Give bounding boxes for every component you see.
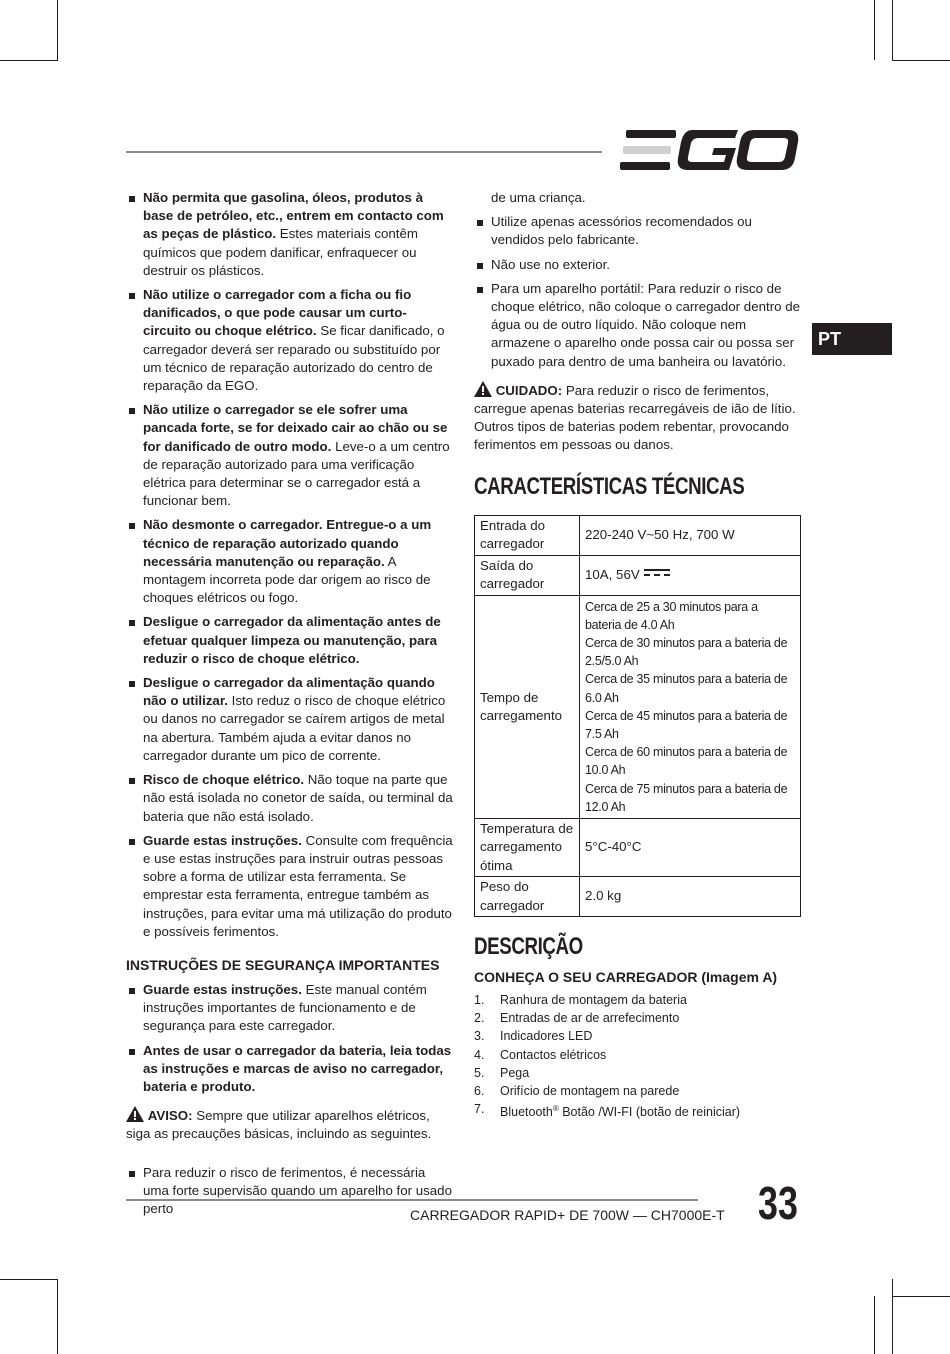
crop-mark	[892, 1279, 893, 1354]
table-cell: Peso do carregador	[475, 877, 580, 917]
list-item: Guarde estas instruções. Este manual contém instruções importantes de funcionamento e de segurança para este carregador.	[126, 981, 454, 1036]
list-item: 5. Pega	[474, 1065, 530, 1080]
table-row	[475, 819, 801, 877]
list-item: Não desmonte o carregador. Entregue-o a um técnico de reparação autorizado quando necessária manutenção ou reparação. A montagem incorreta pode dar origem ao risco de choques elétricos ou fogo.	[126, 516, 454, 607]
table-row	[475, 515, 801, 555]
list-item: 7. Bluetooth® Botão /WI-FI (botão de reiniciar)	[474, 1102, 741, 1120]
list-item: 4. Contactos elétricos	[474, 1047, 607, 1062]
list-item: 6. Orifício de montagem na parede	[474, 1084, 680, 1099]
crop-mark	[0, 1279, 58, 1280]
list-item: Desligue o carregador da alimentação antes de efetuar qualquer limpeza ou manutenção, para reduzir o risco de choque elétrico.	[126, 613, 454, 668]
charge-time-line: Cerca de 75 minutos para a bateria de 12.0 Ah	[585, 781, 788, 814]
list-item: Guarde estas instruções. Consulte com frequência e use estas instruções para instruir outras pessoas sobre a forma de utilizar esta ferramenta. Se emprestar esta ferramenta, entregue também as instruções, para evitar uma má utilização do produto e possíveis ferimentos.	[126, 832, 454, 941]
crop-mark	[892, 60, 950, 61]
left-column	[126, 189, 454, 1224]
charge-time-line: Cerca de 30 minutos para a bateria de 2.5/5.0 Ah	[585, 636, 788, 669]
footer-rule	[126, 1199, 698, 1201]
list-item: Não utilize o carregador se ele sofrer uma pancada forte, se for deixado cair ao chão ou se for danificado de outro modo. Leve-o a um centro de reparação autorizado para uma verificação elétrica para determinar se o carregador está a funcionar bem.	[126, 401, 454, 510]
charge-time-line: Cerca de 35 minutos para a bateria de 6.0 Ah	[585, 672, 788, 705]
list-item: 3. Indicadores LED	[474, 1029, 593, 1044]
table-cell: Temperatura de carregamento ótima	[475, 819, 580, 877]
header-rule	[126, 151, 602, 153]
crop-mark	[57, 0, 58, 60]
table-cell: 220-240 V~50 Hz, 700 W	[580, 515, 801, 555]
list-item: 1. Ranhura de montagem da bateria	[474, 993, 687, 1008]
list-item: Risco de choque elétrico. Não toque na parte que não está isolada no conetor de saída, ou terminal da bateria que não está isolado.	[126, 771, 454, 826]
warning-icon	[474, 381, 492, 397]
footer-title: CARREGADOR RAPID+ DE 700W — CH7000E-T	[410, 1207, 725, 1223]
list-item: Desligue o carregador da alimentação quando não o utilizar. Isto reduz o risco de choque elétrico ou danos no carregador se caírem artigos de metal na abertura. Também ajuda a evitar danos no carregador durante um pico de corrente.	[126, 674, 454, 765]
crop-mark	[892, 0, 893, 60]
list-item: Não utilize o carregador com a ficha ou fio danificados, o que pode causar um curto-circuito ou choque elétrico. Se ficar danificado, o carregador deverá ser reparado ou substituído por um técnico de reparação autorizado do centro de reparação da EGO.	[126, 286, 454, 395]
table-row	[475, 595, 801, 818]
safety-heading: INSTRUÇÕES DE SEGURANÇA IMPORTANTES	[126, 956, 440, 973]
specs-title: CARACTERÍSTICAS TÉCNICAS	[474, 472, 745, 500]
table-cell: Saída do carregador	[475, 555, 580, 595]
crop-mark	[874, 1296, 875, 1354]
list-item: Antes de usar o carregador da bateria, leia todas as instruções e marcas de aviso no carregador, bateria e produto.	[126, 1042, 454, 1097]
table-row	[475, 555, 801, 595]
list-item: Não use no exterior.	[474, 256, 802, 274]
table-cell: 2.0 kg	[580, 877, 801, 917]
table-cell	[580, 595, 801, 818]
list-item-continuation: de uma criança.	[491, 190, 586, 205]
right-column	[474, 189, 802, 1122]
ego-logo	[616, 128, 800, 172]
warning-notice: AVISO: Sempre que utilizar aparelhos elétricos, siga as precauções básicas, incluindo as seguintes.	[126, 1108, 432, 1142]
table-row	[475, 877, 801, 917]
caution-notice: CUIDADO: Para reduzir o risco de ferimentos, carregue apenas baterias recarregáveis de ião de lítio. Outros tipos de baterias podem rebentar, provocando ferimentos em pessoas ou danos.	[474, 382, 796, 453]
table-cell: Tempo de carregamento	[475, 595, 580, 818]
crop-mark	[57, 1279, 58, 1354]
charge-time-line: Cerca de 60 minutos para a bateria de 10.0 Ah	[585, 745, 788, 778]
specs-table	[474, 515, 801, 917]
table-cell: Entrada do carregador	[475, 515, 580, 555]
list-item: Para um aparelho portátil: Para reduzir o risco de choque elétrico, não coloque o carregador dentro de água ou de outro líquido. Não coloque nem armazene o aparelho onde possa cair ou possa ser puxado para dentro de uma banheira ou lavatório.	[474, 280, 802, 371]
page-number: 33	[758, 1177, 798, 1229]
description-subtitle: CONHEÇA O SEU CARREGADOR (Imagem A)	[474, 969, 778, 986]
table-cell: 5°C-40°C	[580, 819, 801, 877]
list-item: 2. Entradas de ar de arrefecimento	[474, 1011, 680, 1026]
list-item: Para reduzir o risco de ferimentos, é necessária uma forte supervisão quando um aparelho for usado perto	[126, 1164, 454, 1219]
language-tab: PT	[812, 323, 892, 355]
crop-mark	[892, 1296, 950, 1297]
description-title: DESCRIÇÃO	[474, 933, 583, 961]
charge-time-line: Cerca de 25 a 30 minutos para a bateria de 4.0 Ah	[585, 599, 758, 632]
list-item: Não permita que gasolina, óleos, produtos à base de petróleo, etc., entrem em contacto com as peças de plástico. Estes materiais contêm químicos que podem danificar, enfraquecer ou destruir os plásticos.	[126, 189, 454, 280]
crop-mark	[0, 60, 58, 61]
list-item: Utilize apenas acessórios recomendados ou vendidos pelo fabricante.	[474, 213, 802, 249]
parts-list	[474, 991, 802, 1122]
warning-icon	[126, 1106, 144, 1122]
dc-symbol-icon	[644, 568, 670, 578]
crop-mark	[874, 0, 875, 60]
charge-time-line: Cerca de 45 minutos para a bateria de 7.5 Ah	[585, 708, 788, 742]
table-cell: 10A, 56V	[580, 555, 801, 595]
